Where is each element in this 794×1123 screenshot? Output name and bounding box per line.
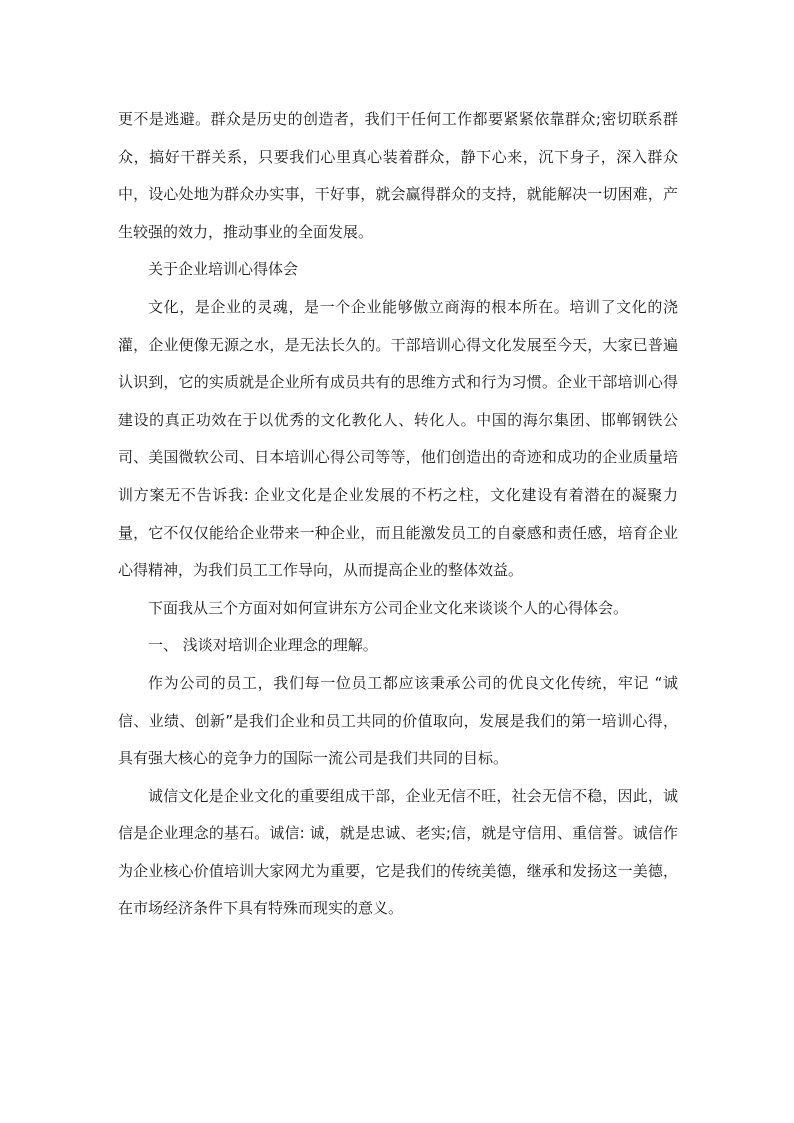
paragraph-values: 作为公司的员工，我们每一位员工都应该秉承公司的优良文化传统，牢记 “诚信、业绩、创新”是我们企业和员工共同的价值取向，发展是我们的第一培训心得，具有强大核心的竞争力的国际一流公司是我们共同的目标。 xyxy=(118,673,678,768)
list-item-heading: 一、 浅谈对培训企业理念的理解。 xyxy=(148,636,378,655)
paragraph-intro: 下面我从三个方面对如何宣讲东方公司企业文化来谈谈个人的心得体会。 xyxy=(148,598,629,617)
section-heading: 关于企业培训心得体会 xyxy=(148,260,299,279)
paragraph-continuation: 更不是逃避。群众是历史的创造者，我们干任何工作都要紧紧依靠群众;密切联系群众，搞好干群关系，只要我们心里真心装着群众，静下心来，沉下身子，深入群众中，设心处地为群众办实事，干好事，就会赢得群众的支持，就能解决一切困难，产生较强的效力，推动事业的全面发展。 xyxy=(118,110,678,241)
document-body xyxy=(118,101,678,928)
paragraph-culture: 文化，是企业的灵魂，是一个企业能够傲立商海的根本所在。培训了文化的浇灌，企业便像无源之水，是无法长久的。干部培训心得文化发展至今天，大家已普遍认识到，它的实质就是企业所有成员共有的思维方式和行为习惯。企业干部培训心得建设的真正功效在于以优秀的文化教化人、转化人。中国的海尔集团、邯郸钢铁公司、美国微软公司、日本培训心得公司等等，他们创造出的奇迹和成功的企业质量培训方案无不告诉我: 企业文化是企业发展的不朽之柱，文化建设有着潜在的凝聚力量，它不仅仅能给企业带来一种企业，而且能激发员工的自豪感和责任感，培育企业心得精神，为我们员工工作导向，从而提高企业的整体效益。 xyxy=(118,297,678,580)
paragraph-integrity: 诚信文化是企业文化的重要组成干部，企业无信不旺，社会无信不稳，因此，诚信是企业理念的基石。诚信: 诚，就是忠诚、老实;信，就是守信用、重信誉。诚信作为企业核心价值培训大家网尤为重要，它是我们的传统美德，继承和发扬这一美德，在市场经济条件下具有特殊而现实的意义。 xyxy=(118,786,678,918)
